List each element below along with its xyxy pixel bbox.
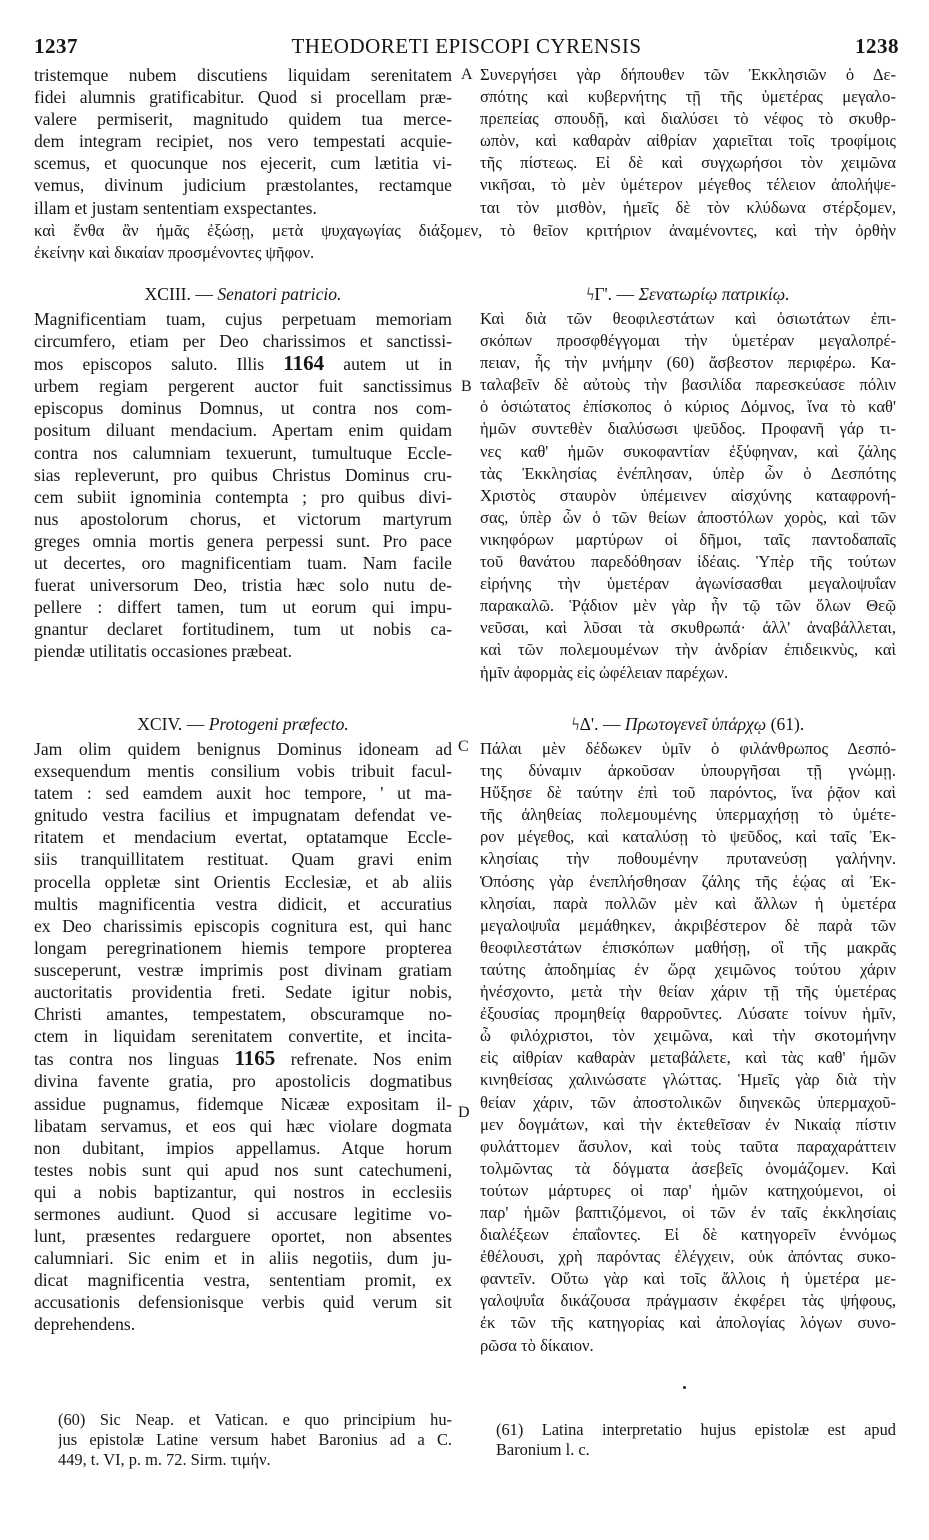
footnote-reference: (61). [770, 714, 805, 734]
text-line: ται τὸν μισθὸν, ἡμεῖς δὲ τὸν κλύδωνα στέρξομεν, [480, 197, 896, 217]
epistle-93-greek-heading: ϟΓ'. — Σενατωρίῳ πατρικίῳ. [586, 284, 790, 304]
text-line: deprehendens. [34, 1314, 136, 1335]
text-line: nus apostolorum chorus, et victorum martyrum [34, 508, 452, 529]
text-line: παρακαλῶ. Ῥᾴδιον μὲν γὰρ ἦν τῷ τῶν ὅλων Θεῷ [480, 596, 896, 616]
text-line: Ηὔξησε δὲ ταύτην ἐπὶ τοῦ παρόντος, ἵνα ῥᾷον καὶ [480, 783, 896, 803]
text-line: assidue pugnamus, fidemque Nicææ expositam il- [34, 1093, 452, 1114]
text-line: ἐκ τῶν τῆς κατηγορίας καὶ ἀπολογίας λόγων συνο- [480, 1313, 896, 1333]
text-line: jus epistolæ Latine versum habet Baronius ad a C. [58, 1430, 452, 1449]
epistle-title: Senatori patricio. [217, 284, 342, 304]
epistle-number: ϟΔ'. [571, 714, 599, 734]
margin-marker-a: A [461, 66, 473, 83]
text-line: fuerat universorum Deo, tristia hæc solo nutu de- [34, 575, 452, 596]
text-line: μεν δογμάτων, καὶ τὴν ἐκτεθεῖσαν ἐν Νικαίᾳ πίστιν [480, 1114, 896, 1134]
text-line: procella oppletæ sint Orientis Ecclesiæ, et ab aliis [34, 871, 452, 892]
text-line: Συνεργήσει γὰρ δήπουθεν τῶν Ἐκκλησιῶν ὁ Δε- [480, 65, 896, 84]
text-line: ἡμῶν συντεθὲν διαλύσωσι ψεῦδος. Προφανῆ γάρ τι- [480, 419, 896, 439]
footnote-61 [496, 1420, 896, 1460]
epistle-93-latin-text [34, 308, 452, 663]
text-line: gnitudo vestra facilius et impugnatam defendat ve- [34, 805, 452, 826]
text-line: qui a nobis baptizantur, qui nostros in ecclesiis [34, 1181, 452, 1202]
text-line: divina favente gratia, pro apostolicis dogmatibus [34, 1071, 452, 1092]
text-line: Χριστὸς σταυρὸν ὑπέμεινεν αἰσχύνης καταφρονή- [480, 485, 896, 505]
text-line: vemus, divinum judicium præstolantes, rectamque [34, 175, 452, 196]
text-line: ut decertes, oro magnificentiam tuam. Nam facile [34, 553, 452, 574]
text-line: Magnificentiam tuam, cujus perpetuam memoriam [34, 309, 452, 329]
text-line: ρον μέγεθος, καὶ καταλύσῃ τὸ ψεῦδος, καὶ ταῖς Ἐκ- [480, 827, 896, 847]
text-line: νικῆσαι, τὸ μὲν ὑμέτερον μέγεθος τέλειον ἀπολήψε- [480, 175, 896, 195]
text-line: καὶ ἔνθα ἂν ἡμᾶς ἐξώσῃ, μετὰ ψυχαγωγίας διάξομεν, τὸ θεῖον κριτήριον ἀναμένοντες, καὶ τὴν ὀρθὴν [34, 221, 896, 240]
text-line: ρῶσα τὸ δίκαιον. [480, 1335, 594, 1355]
page-header [34, 34, 899, 60]
epistle-94-latin-heading: XCIV. — Protogeni præfecto. [137, 714, 349, 734]
text-line: παρ' ἡμῶν βαπτιζόμενοι, οἱ τῶν ἐν ταῖς ἐκκλησίαις [480, 1202, 896, 1222]
text-line: exsequendum mentis consilium vobis tribuit facul- [34, 761, 452, 782]
text-line [34, 352, 452, 375]
text-line: θείαν χάριν, τῶν ἀποστολικῶν διηνεκῶς ὑπερμαχοῦ- [480, 1092, 896, 1112]
text-line: tristemque nubem discutiens liquidam serenitatem [34, 65, 452, 85]
epistle-93-latin-heading: XCIII. — Senatori patricio. [144, 284, 342, 304]
column-number-right: 1238 [855, 34, 899, 58]
text-line: Jam olim quidem benignus Dominus idoneam ad [34, 739, 452, 759]
epistle-title: Protogeni præfecto. [208, 714, 349, 734]
text-line: διαλέξεων ἐπαΐοντες. Εἰ δὲ κατηγορεῖν ἐννόμως [480, 1225, 896, 1245]
text-line: ex Deo charissimis episcopis cognitura est, qui hanc [34, 915, 452, 936]
text-line: ctem in liquidam serenitatem convertite, et incita- [34, 1026, 452, 1047]
text-line: κινηθείσας χαλινώσατε γλώττας. Ἡμεῖς γὰρ διὰ τὴν [480, 1070, 896, 1090]
text-line: τὰς Ἐκκλησίας ἐνέπλησαν, ὑπὲρ ὧν ὁ Δεσπότης [480, 463, 896, 483]
text-line: σκόπων προσφθέγγομαι τὴν ὑμετέραν μεγαλοπρέ- [480, 331, 896, 351]
text-line: τοῦ θανάτου παρεδόθησαν ἰδέαις. Ὑπὲρ τῆς τούτων [480, 552, 896, 572]
text-line: φαντεῖν. Οὕτω γὰρ καὶ τοῖς ἄλλοις ἡ ὑμετέρα με- [480, 1269, 896, 1289]
text-line: dicat magnificentia vestra, sententiam promit, ex [34, 1270, 452, 1291]
text-line: Ὁπόσης γὰρ ἐνεπλήσθησαν ζάλης τῆς ἑῴας αἱ Ἐκ- [480, 871, 896, 891]
margin-marker-c: C [458, 738, 469, 755]
epistle-number: XCIV. [137, 714, 183, 734]
text-line: πρεπείας σπουδῇ, καὶ διαλύσει τὸ νέφος τὸ σκυθρ- [480, 109, 896, 129]
text-line: illam et justam sententiam exspectantes. [34, 197, 317, 218]
text-line: tatem : sed eamdem auxit hoc tempore, ' ut ma- [34, 783, 452, 804]
text-line: cem subiit ignominia contempta ; pro quibus divi- [34, 486, 452, 507]
top-latin-column [34, 64, 452, 219]
text-line: Καὶ διὰ τῶν θεοφιλεστάτων καὶ ὁσιωτάτων ἐπι- [480, 309, 896, 328]
text-line: τῆς ἀληθείας πολεμουμένης ὑπερμαχήσῃ τὸ ὑμέτε- [480, 805, 896, 825]
text-line: positum diluant mendacium. Apertam enim quidam [34, 420, 452, 441]
text-line: ὦ φιλόχριστοι, τὸν χειμῶνα, καὶ τὴν σκοτομήνην [480, 1026, 896, 1046]
text-line: Πάλαι μὲν δέδωκεν ὑμῖν ὁ φιλάνθρωπος Δεσπό- [480, 739, 896, 758]
text-line: νικηφόρων μαρτύρων οἱ δῆμοι, ταῖς παντοδαπαῖς [480, 529, 896, 549]
top-greek-column [480, 64, 896, 219]
epistle-number: XCIII. [144, 284, 191, 304]
text-fragment: tas contra nos linguas [34, 1049, 220, 1070]
text-line: ritatem et mendacium evertat, optatamque Eccle- [34, 827, 452, 848]
epistle-number: ϟΓ'. [586, 284, 613, 304]
text-line: σπότης καὶ κυβερνήτης τῇ τῆς ὑμετέρας μεγαλο- [480, 87, 896, 107]
epistle-94-latin-text [34, 738, 452, 1336]
text-line: ταύτης ἀποδημίας ἐν ὥρᾳ χειμῶνος τούτου χάριν [480, 959, 896, 979]
text-line: τούτων μάρτυρες οἱ παρ' ἡμῶν κατηχούμενοι, οἱ [480, 1180, 896, 1200]
text-line: scemus, et quocunque nos ejecerit, cum lætitia vi- [34, 153, 452, 174]
text-line: ἐκείνην καὶ δικαίαν προσμένοντες ψῆφον. [34, 243, 315, 262]
text-line: longam peregrinationem hiemis tempore propterea [34, 937, 452, 958]
column-marker: 1164 [283, 352, 325, 376]
running-title: THEODORETI EPISCOPI CYRENSIS [291, 34, 642, 58]
text-line: νεῦσαι, καὶ λῦσαι τὰ σκυθρωπά· ἀλλ' ἀναβάλλεται, [480, 618, 896, 638]
text-line: εἰρήνης τὴν ὑμετέραν ἀγωνίσασθαι μεγαλοψυΐαν [480, 574, 896, 594]
text-line: 449, t. VI, p. m. 72. Sirm. τιμήν. [58, 1450, 271, 1469]
text-line: ὁ ὁσιώτατος ἐπίσκοπος ὁ κύριος Δόμνος, ἵνα τὸ καθ' [480, 397, 896, 417]
text-line: dem integram recipiet, nos vero tempestati acquie- [34, 131, 452, 152]
margin-marker-b: B [461, 378, 472, 395]
text-line: contra nos calumniam texuerunt, tumultuque Eccle- [34, 442, 452, 463]
epistle-94-greek-heading: ϟΔ'. — Πρωτογενεῖ ὑπάρχῳ (61). [571, 714, 805, 734]
text-line: Christi amantes, tempestatem, obscuramque no- [34, 1004, 452, 1025]
column-number-left: 1237 [34, 34, 78, 58]
text-line [34, 1047, 452, 1070]
stray-ink-dot [683, 1386, 686, 1389]
epistle-94-greek-text [480, 738, 896, 1357]
text-line: fidei alumnis gratificabitur. Quod si procellam præ- [34, 87, 452, 108]
text-line: κλησίαις τὴν ποθουμένην πρυτανεύσῃ γαλήνην. [480, 849, 896, 869]
text-line: lunt, præsentes redarguere oportet, non absentes [34, 1226, 452, 1247]
text-fragment: mos episcopos saluto. Illis [34, 354, 265, 375]
text-line: ἐξουσίας προμηθείᾳ θαρροῦντες. Λύσατε τοίνυν ἡμῖν, [480, 1004, 896, 1024]
text-line: τολμῶντας τὰ δόγματα ἀσεβεῖς ὀνομάζομεν. Καὶ [480, 1158, 896, 1178]
text-line: valere permiserit, magnitudo quidem tua merce- [34, 109, 452, 130]
top-greek-fullwidth [34, 220, 896, 264]
text-line: circumfero, etiam per Deo charissimos et sanctissi- [34, 331, 452, 352]
text-line: κλησίαι, παρὰ πολλῶν μὲν καὶ ἄλλων ἡ ὑμετέρα [480, 893, 896, 913]
epistle-title: Πρωτογενεῖ ὑπάρχῳ [624, 714, 767, 734]
text-line: της δύναμιν ἀρκοῦσαν ὑπουργῆσαι τῇ γνώμῃ. [480, 761, 896, 781]
text-line: testes nobis sunt qui apud nos sunt catechumeni, [34, 1159, 452, 1180]
text-line: ταλαβεῖν δὲ αὐτοὺς τὴν βασιλίδα παρεσκεύασε πόλιν [480, 375, 896, 395]
epistle-93-greek-text [480, 308, 896, 684]
text-line: θεοφιλεστάτων ἐπισκόπων μαθήσῃ, οἳ τῆς μακρᾶς [480, 937, 896, 957]
text-line: greges omnia mortis genera perpessi sunt. Pro pace [34, 530, 452, 551]
text-line: sias repleverunt, pro quibus Christus Dominus cru- [34, 464, 452, 485]
text-line: εἰς αἰθρίαν καθαρὰν μεταβάλετε, καὶ τὰς καθ' ἡμῶν [480, 1048, 896, 1068]
text-line: τῆς πίστεως. Εἰ δὲ καὶ συγχωρήσοι τὸν χειμῶνα [480, 153, 896, 173]
margin-marker-d: D [458, 1104, 470, 1121]
text-line: sermones audiunt. Quod si accusare legitime vo- [34, 1203, 452, 1224]
text-line: libatam servamus, et eos qui hæc violare dogmata [34, 1115, 452, 1136]
text-line: νες καθ' ἡμῶν συκοφαντίαν ἐξύφηναν, καὶ ζάλης [480, 441, 896, 461]
footnote-60 [58, 1410, 452, 1470]
text-line: urbem regiam pergerent auctor fuit sanctissimus [34, 376, 452, 397]
text-line: non dubitant, impios appellamus. Atque horum [34, 1137, 452, 1158]
text-line: ἠνέσχοντο, μετὰ τὴν θείαν χάριν τῇ τῆς ὑμετέρας [480, 982, 896, 1002]
text-line: calumniari. Sic enim et in aliis negotiis, dum ju- [34, 1248, 452, 1269]
text-line: ἡμῖν ἀφορμὰς εἰς ὠφέλειαν παρέχων. [480, 662, 729, 682]
text-line: μεγαλοψυΐα μεμάθηκεν, ἀκριβέστερον δὲ παρὰ τῶν [480, 915, 896, 935]
text-line: (61) Latina interpretatio hujus epistolæ est apud [496, 1420, 896, 1439]
text-line: καὶ τῶν πολεμουμένων τὴν ἀνδρίαν ἐπιδεικνὺς, καὶ [480, 640, 896, 660]
text-line: γαλοψυΐα δικάζουσα πράγμασιν ἐκφέρει τὰς ψήφους, [480, 1291, 896, 1311]
text-line: accusationis defensionisque verbis quid verum sit [34, 1292, 452, 1313]
text-line: siis tranquillitatem restituat. Quam gravi enim [34, 849, 452, 870]
text-line: ἐθέλουσι, χρὴ παρόντας ἐλέγχειν, οὐκ ἀπόντας συκο- [480, 1247, 896, 1267]
text-line: gnantur declaret fortitudinem, tum ut nobis ca- [34, 619, 452, 640]
text-line: piendæ utilitatis occasiones præbeat. [34, 641, 292, 662]
text-line: Baronium l. c. [496, 1440, 590, 1459]
text-line: φυλάττομεν ἄσυλον, καὶ τοὺς ταῦτα παραχαράττειν [480, 1136, 896, 1156]
text-line: πειαν, ἧς τὴν μνήμην (60) ἄσβεστον περιφέρω. Κα- [480, 353, 896, 373]
epistle-title: Σενατωρίῳ πατρικίῳ. [638, 284, 790, 304]
text-fragment: autem ut in [343, 354, 452, 375]
text-line: σας, ὑπὲρ ὧν ὁ τῶν θείων ἀποστόλων χορὸς, καὶ τῶν [480, 507, 896, 527]
text-line: multis magnificentia vestra didicit, et accuratius [34, 893, 452, 914]
text-line: (60) Sic Neap. et Vatican. e quo principium hu- [58, 1410, 452, 1429]
text-line: ωπὸν, καὶ καθαρὰν αἰθρίαν χαριεῖται τοῖς τροφίμοις [480, 131, 896, 151]
text-fragment: refrenate. Nos enim [290, 1049, 452, 1070]
text-line: episcopus dominus Domnus, ut contra nos com- [34, 398, 452, 419]
text-line: auctoritatis providentia freti. Sedate igitur nobis, [34, 982, 452, 1003]
text-line: susceperunt, vestræ imprimis post divinam gratiam [34, 959, 452, 980]
column-marker: 1165 [234, 1047, 276, 1071]
text-line: pellere : differt tamen, tum ut eorum qui impu- [34, 597, 452, 618]
